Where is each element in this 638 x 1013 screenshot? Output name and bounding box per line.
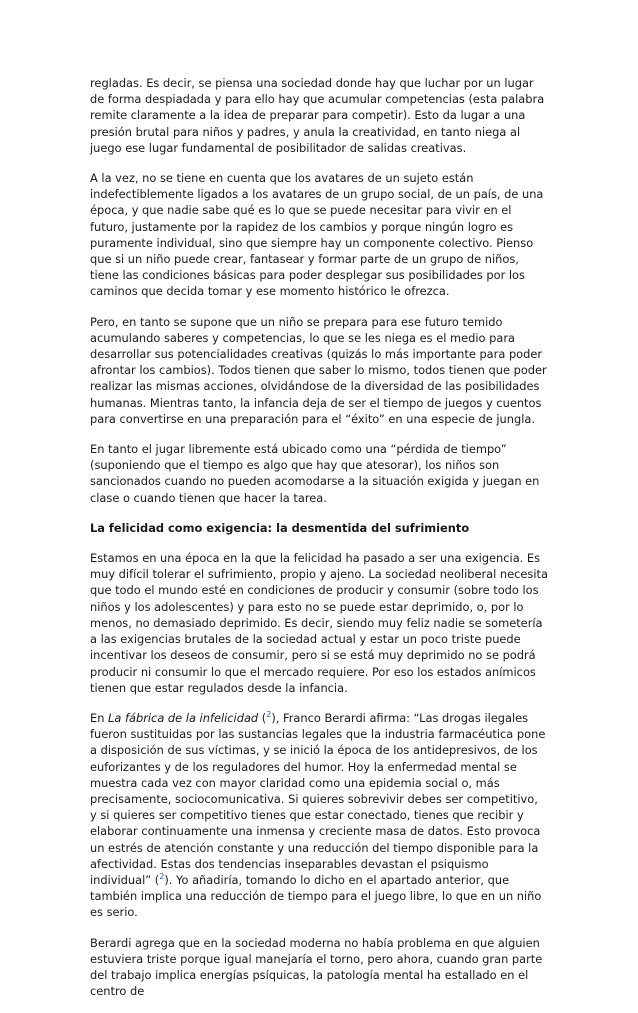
- paragraph-2: A la vez, no se tiene en cuenta que los avatares de un sujeto están indefectiblemente ligados a los avatares de un grupo social, de un país, de una época, y que nadie sabe qué es lo que se puede necesitar para vivir en el futuro, justamente por la rapidez de los cambios y porque ningún logro es puramente individual, sino que siempre hay un componente colectivo. Pienso que si un niño puede crear, fantasear y formar parte de un grupo de niños, tiene las condiciones básicas para poder desplegar sus posibilidades por los caminos que decida tomar y ese momento histórico le ofrezca.: [90, 171, 544, 299]
- paragraph-7: Berardi agrega que en la sociedad moderna no había problema en que alguien estuviera triste porque igual manejaría el torno, pero ahora, cuando gran parte del trabajo implica energías psíquicas, la patología mental ha estallado en el centro de: [90, 935, 543, 999]
- paragraph-6: [90, 710, 548, 921]
- paragraph-6-text-d: ). Yo añadiría, tomando lo dicho en el apartado anterior, que también implica una reducción de tiempo para el juego libre, lo que en un niño es serio.: [90, 872, 542, 920]
- paragraph-6-text-c: ), Franco Berardi afirma: “Las drogas ilegales fueron sustituidas por las sustancias legales que la industria farmacéutica pone a disposición de sus víctimas, y se inició la época de los antidepresivos, de los euforizantes y de los reguladores del humor. Hoy la enfermedad mental se muestra cada vez con mayor claridad como una epidemia social o, más precisamente, sociocomunicativa. Si quieres sobrevivir debes ser competitivo, y si quieres ser competitivo tienes que estar conectado, tienes que recibir y elaborar continuamente una inmensa y creciente masa de datos. Esto provoca un estrés de atención constante y una reducción del tiempo disponible para la afectividad. Estas dos tendencias inseparables devastan el psiquismo individual” (: [90, 710, 546, 887]
- paragraph-1: regladas. Es decir, se piensa una sociedad donde hay que luchar por un lugar de forma despiadada y para ello hay que acumular competencias (esta palabra remite claramente a la idea de preparar para competir). Esto da lugar a una presión brutal para niños y padres, y anula la creatividad, en tanto niega al juego ese lugar fundamental de posibilitador de salidas creativas.: [90, 76, 545, 155]
- paragraph-5: Estamos en una época en la que la felicidad ha pasado a ser una exigencia. Es muy difícil tolerar el sufrimiento, propio y ajeno. La sociedad neoliberal necesita que todo el mundo esté en condiciones de producir y consumir (sobre todo los niños y los adolescentes) y para esto no se puede estar deprimido, o, por lo menos, no demasiado deprimido. Es decir, siendo muy feliz nadie se sometería a las exigencias brutales de la sociedad actual y estar un poco triste puede incentivar los deseos de consumir, pero si se está muy deprimido no se podrá producir ni consumir lo que el mercado requiere. Por eso los estados anímicos tienen que estar regulados desde la infancia.: [90, 551, 548, 695]
- document-page: [90, 75, 548, 1013]
- paragraph-6-text-a: En: [90, 710, 109, 725]
- paragraph-3: Pero, en tanto se supone que un niño se prepara para ese futuro temido acumulando saberes y competencias, lo que se les niega es el medio para desarrollar sus potencialidades creativas (quizás lo más importante para poder afrontar los cambios). Todos tienen que saber lo mismo, todos tienen que poder realizar las mismas acciones, olvidándose de la diversidad de las posibilidades humanas. Mientras tanto, la infancia deja de ser el tiempo de juegos y cuentos para convertirse en una preparación para el “éxito” en una especie de jungla.: [90, 314, 547, 426]
- footnote-link-2[interactable]: 2: [159, 872, 165, 882]
- book-title: La fábrica de la infelicidad: [108, 710, 259, 725]
- paragraph-4: En tanto el jugar libremente está ubicado como una “pérdida de tiempo” (suponiendo que el tiempo es algo que hay que atesorar), los niños son sancionados cuando no pueden acomodarse a la situación exigida y juegan en clase o cuando tienen que hacer la tarea.: [90, 442, 540, 505]
- paragraph-6-text-b: (: [258, 710, 267, 725]
- footnote-link-1[interactable]: 2: [266, 710, 272, 720]
- section-heading: La felicidad como exigencia: la desmentida del sufrimiento: [90, 520, 470, 535]
